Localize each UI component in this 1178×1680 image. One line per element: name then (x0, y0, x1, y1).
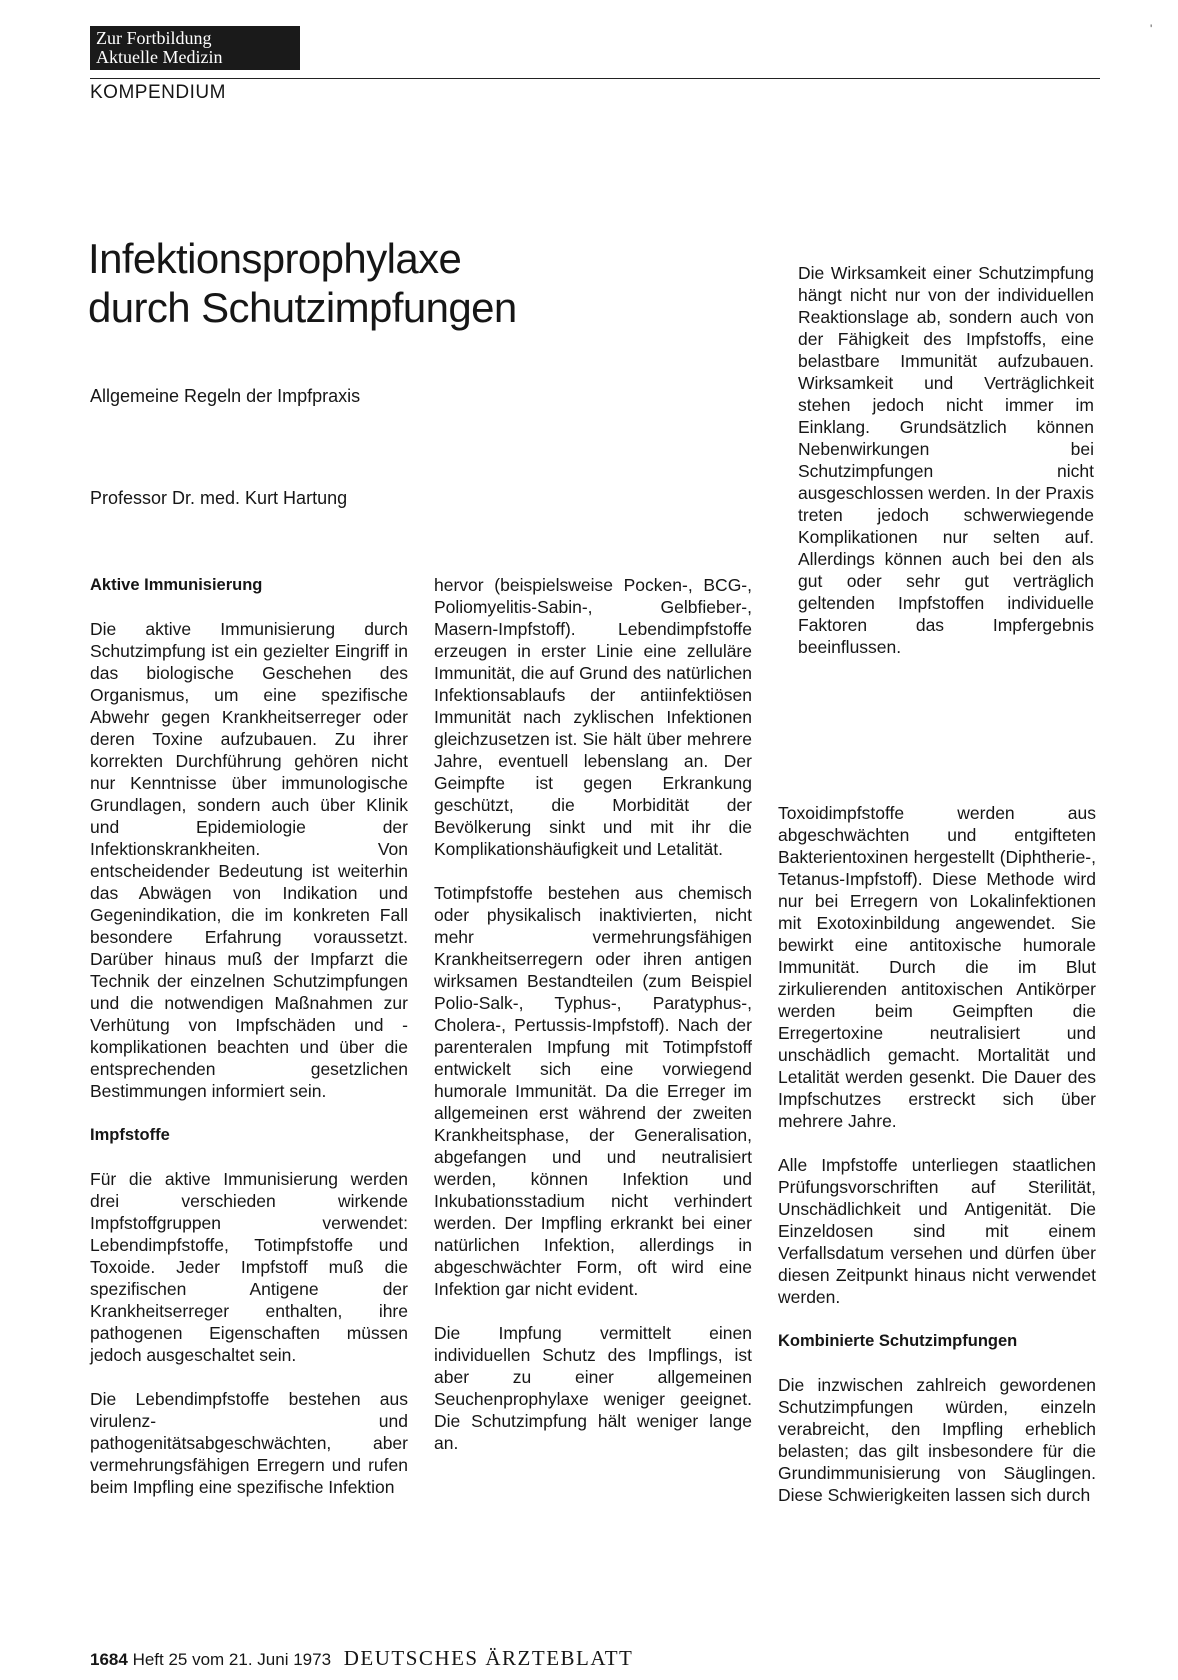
paragraph: Die Impfung vermittelt einen individuellen Schutz des Impflings, ist aber zu einer allgemeinen Seuchenprophylaxe weniger geeignet. Die Schutzimpfung hält weniger lange an. (434, 1323, 752, 1453)
margin-mark: ' (1150, 22, 1153, 36)
paragraph: Die aktive Immunisierung durch Schutzimpfung ist ein gezielter Eingriff in das biologische Geschehen des Organismus, um eine spezifische Abwehr gegen Krankheitserreger oder deren Toxine aufzubauen. Zu ihrer korrekten Durchführung gehören nicht nur Kenntnisse über immunologische Grundlagen, sondern auch über Klinik und Epidemiologie der Infektionskrankheiten. Von entscheidender Bedeutung ist weiterhin das Abwägen von Indikation und Gegenindikation, die im konkreten Fall besondere Erfahrung voraussetzt. Darüber hinaus muß der Impfarzt die Technik der einzelnen Schutzimpfungen und die notwendigen Maßnahmen zur Verhütung von Impfschäden und -komplikationen beachten und über die entsprechenden gesetzlichen Bestimmungen informiert sein. (90, 619, 408, 1101)
section-tag (90, 26, 300, 70)
paragraph: Alle Impfstoffe unterliegen staatlichen Prüfungsvorschriften auf Sterilität, Unschädlichkeit und Antigenität. Die Einzeldosen sind mit einem Verfallsdatum versehen und dürfen über diesen Zeitpunkt hinaus nicht verwendet werden. (778, 1155, 1096, 1307)
heading-impfstoffe: Impfstoffe (90, 1126, 170, 1144)
heading-kombinierte-schutzimpfungen: Kombinierte Schutzimpfungen (778, 1332, 1018, 1350)
paragraph: Toxoidimpfstoffe werden aus abgeschwächten und entgifteten Bakterientoxinen hergestellt (Diphtherie-, Tetanus-Impfstoff). Diese Methode wird nur bei Erregern von Lokalinfektionen mit Exotoxinbildung angewendet. Sie bewirkt eine antitoxische humorale Immunität. Durch die im Blut zirkulierenden antitoxischen Antikörper werden beim Geimpften die Erregertoxine neutralisiert und unschädlich gemacht. Mortalität und Letalität werden gesenkt. Die Dauer des Impfschutzes erstreckt sich über mehrere Jahre. (778, 803, 1096, 1131)
section-tag-line1: Zur Fortbildung (96, 28, 212, 48)
column-1 (90, 574, 408, 1520)
section-label: KOMPENDIUM (90, 82, 226, 103)
paragraph: Die inzwischen zahlreich gewordenen Schutzimpfungen würden, einzeln verabreicht, den Impfling erheblich belasten; das gilt insbesondere für die Grundimmunisierung von Säuglingen. Diese Schwierigkeiten lassen sich durch (778, 1375, 1096, 1505)
article-subtitle: Allgemeine Regeln der Impfpraxis (90, 386, 361, 406)
article-title-line1: Infektionsprophylaxe (88, 235, 462, 282)
paragraph: Für die aktive Immunisierung werden drei verschieden wirkende Impfstoffgruppen verwendet: Lebendimpfstoffe, Totimpfstoffe und Toxoide. Jeder Impfstoff muß die spezifischen Antigene der Krankheitserreger enthalten, ihre pathogenen Eigenschaften müssen jedoch ausgeschaltet sein. (90, 1169, 408, 1365)
heading-aktive-immunisierung: Aktive Immunisierung (90, 576, 263, 594)
article-author: Professor Dr. med. Kurt Hartung (90, 488, 348, 508)
article-title (88, 234, 517, 332)
section-tag-line2: Aktuelle Medizin (96, 47, 223, 67)
paragraph: Totimpfstoffe bestehen aus chemisch oder physikalisch inaktivierten, nicht mehr vermehrungsfähigen Krankheitserregern oder ihren antigen wirksamen Bestandteilen (zum Beispiel Polio-Salk-, Typhus-, Paratyphus-, Cholera-, Pertussis-Impfstoff). Nach der parenteralen Impfung mit Totimpfstoff entwickelt sich eine vorwiegend humorale Immunität. Da die Erreger im allgemeinen erst während der zweiten Krankheitsphase, der Generalisation, abgefangen und und neutralisiert werden, können Infektion und Inkubationsstadium nicht verhindert werden. Der Impfling erkrankt bei einer natürlichen Infektion, allerdings in abgeschwächter Form, oft wird eine Infektion gar nicht evident. (434, 883, 752, 1299)
header-rule (90, 78, 1100, 79)
page-footer (90, 1646, 633, 1671)
column-3-top (798, 262, 1094, 680)
article-title-line2: durch Schutzimpfungen (88, 284, 517, 331)
journal-name: DEUTSCHES ÄRZTEBLATT (343, 1646, 634, 1670)
paragraph: hervor (beispielsweise Pocken-, BCG-, Poliomyelitis-Sabin-, Gelbfieber-, Masern-Impfstoff). Lebendimpfstoffe erzeugen in erster Linie eine zelluläre Immunität, die auf Grund des natürlichen Infektionsablaufs der antiinfektiösen Immunität nach zyklischen Infektionen gleichzusetzen ist. Sie hält über mehrere Jahre, eventuell lebenslang an. Der Geimpfte ist gegen Erkrankung geschützt, die Morbidität der Bevölkerung sinkt und mit ihr die Komplikationshäufigkeit und Letalität. (434, 575, 752, 859)
column-3 (778, 802, 1096, 1528)
column-2 (434, 574, 752, 1476)
paragraph: Die Lebendimpfstoffe bestehen aus virulenz- und pathogenitätsabgeschwächten, aber vermehrungsfähigen Erregern und rufen beim Impfling eine spezifische Infektion (90, 1389, 408, 1497)
issue-info: Heft 25 vom 21. Juni 1973 (132, 1650, 332, 1669)
page-number: 1684 (90, 1650, 128, 1669)
paragraph: Die Wirksamkeit einer Schutzimpfung hängt nicht nur von der individuellen Reaktionslage ab, sondern auch von der Fähigkeit des Impfstoffs, eine belastbare Immunität aufzubauen. Wirksamkeit und Verträglichkeit stehen jedoch nicht immer im Einklang. Grundsätzlich können Nebenwirkungen bei Schutzimpfungen nicht ausgeschlossen werden. In der Praxis treten jedoch schwerwiegende Komplikationen nur selten auf. Allerdings können auch bei den als gut oder sehr gut verträglich geltenden Impfstoffen individuelle Faktoren das Impfergebnis beeinflussen. (798, 263, 1094, 657)
